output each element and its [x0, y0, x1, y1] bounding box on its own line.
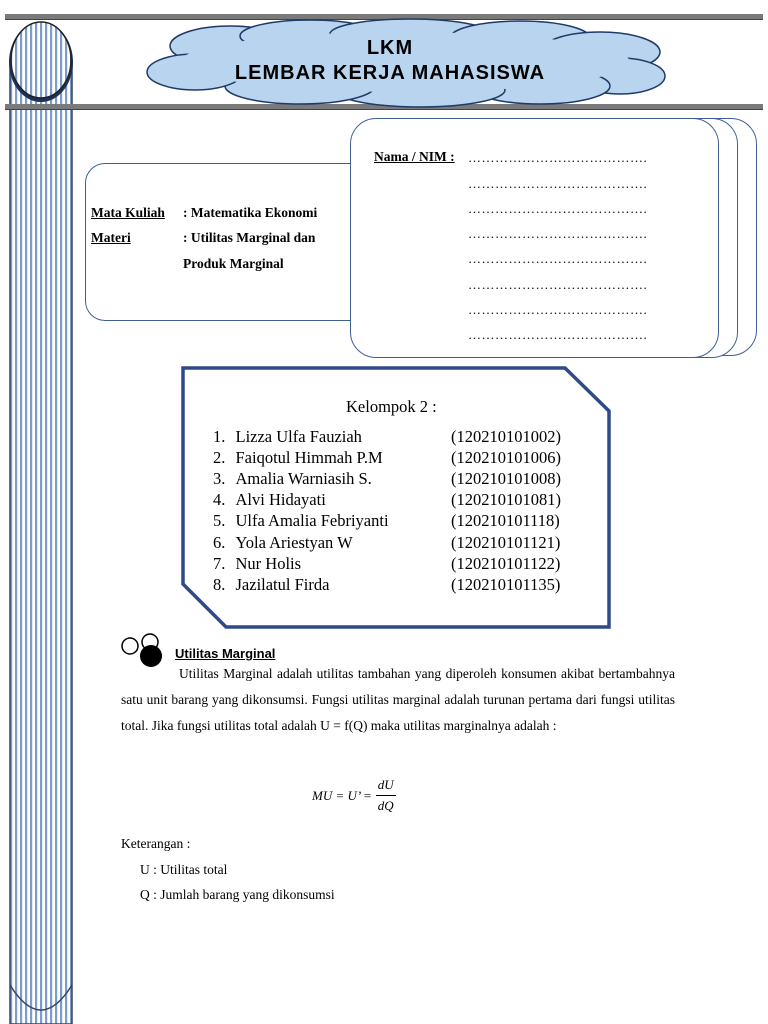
member-row: 1. Lizza Ulfa Fauziah (120210101002) — [213, 427, 561, 446]
decorative-column — [0, 0, 80, 1024]
formula-numerator: dU — [376, 777, 396, 796]
nim-dots-4: …………………………………. — [468, 226, 648, 241]
member-row: 2. Faiqotul Himmah P.M (120210101006) — [213, 448, 561, 467]
formula-left: MU = U’ = — [312, 787, 372, 803]
formula-denominator: dQ — [377, 798, 394, 813]
nim-dots-2: …………………………………. — [468, 176, 648, 191]
keterangan-item: Q : Jumlah barang yang dikonsumsi — [140, 887, 335, 902]
nim-dots-8: …………………………………. — [468, 327, 648, 342]
member-row: 6. Yola Ariestyan W (120210101121) — [213, 533, 561, 552]
section-paragraph: Utilitas Marginal adalah utilitas tambahan yang diperoleh konsumen akibat bertambahnya satu unit barang yang dikonsumsi. Fungsi utilitas marginal adalah turunan pertama dari fungsi utilitas total. Jika fungsi utilitas total adalah U = f(Q) maka utilitas marginalnya adalah : — [121, 666, 675, 733]
member-row: 4. Alvi Hidayati (120210101081) — [213, 490, 561, 509]
member-row: 3. Amalia Warniasih S. (120210101008) — [213, 469, 561, 488]
nama-nim-label: Nama / NIM : — [374, 149, 455, 164]
materi-value-2: Produk Marginal — [183, 256, 284, 271]
formula — [312, 777, 396, 814]
page-subtitle: LEMBAR KERJA MAHASISWA — [234, 62, 546, 84]
nim-dots-6: …………………………………. — [468, 277, 648, 292]
group-title: Kelompok 2 : — [346, 397, 437, 416]
member-row: 5. Ulfa Amalia Febriyanti (120210101118) — [213, 511, 560, 530]
member-row: 7. Nur Holis (120210101122) — [213, 554, 561, 573]
nim-dots-7: …………………………………. — [468, 302, 648, 317]
page-title: LKM — [366, 37, 414, 59]
keterangan-item: U : Utilitas total — [140, 862, 228, 877]
nim-dots-5: …………………………………. — [468, 251, 648, 266]
member-row: 8. Jazilatul Firda (120210101135) — [213, 575, 561, 594]
materi-value: : Utilitas Marginal dan — [183, 230, 316, 245]
mata-kuliah-value: : Matematika Ekonomi — [183, 205, 318, 220]
section-heading: Utilitas Marginal — [175, 646, 276, 661]
mata-kuliah-label: Mata Kuliah — [91, 205, 165, 220]
materi-label: Materi — [91, 230, 131, 245]
keterangan-label: Keterangan : — [121, 836, 191, 851]
nim-dots-1: …………………………………. — [468, 150, 648, 165]
nim-dots-3: …………………………………. — [468, 201, 648, 216]
